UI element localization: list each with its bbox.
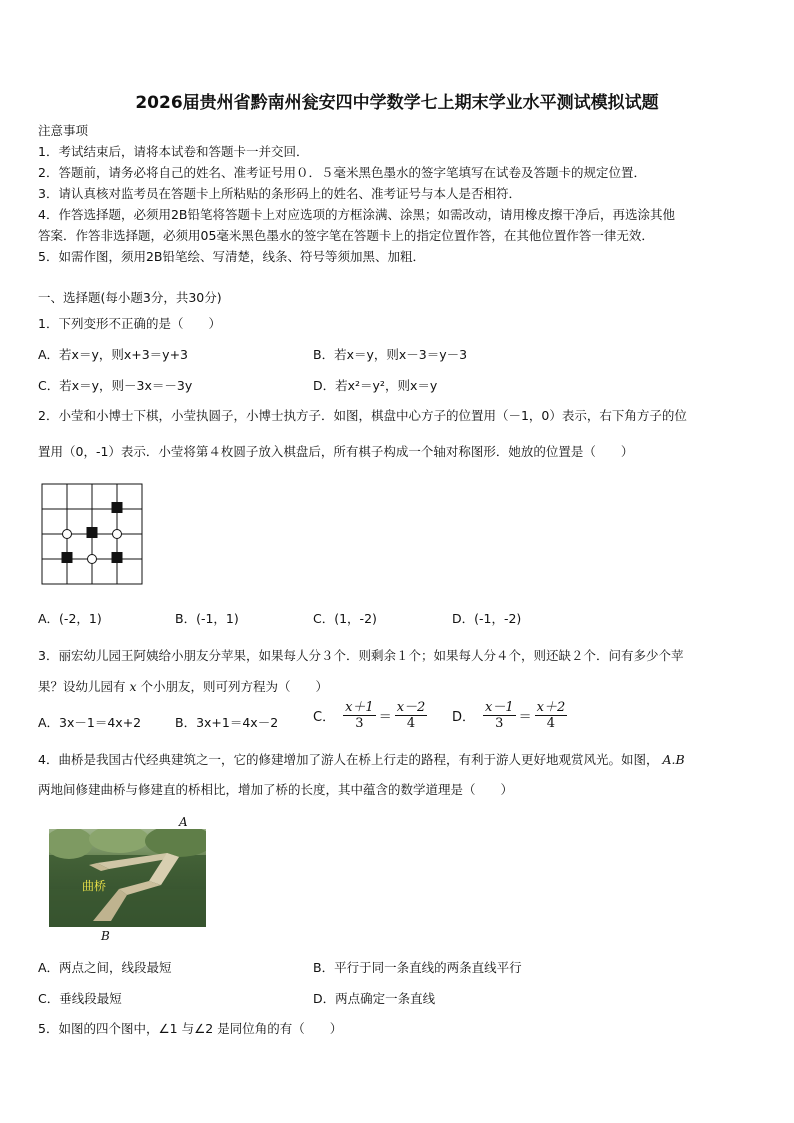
q5-stem: 5．如图的四个图中，∠1 与∠2 是同位角的有（ ） (38, 1021, 343, 1036)
q3-line-2 (38, 677, 328, 695)
q4-line-1 (38, 750, 685, 768)
q4-line-1-text: 4．曲桥是我国古代经典建筑之一，它的修建增加了游人在桥上行走的路程，有利于游人更好地观赏风光。如图， (38, 752, 659, 767)
notice-item-3: 3．请认真核对监考员在答题卡上所粘贴的条形码上的姓名、准考证号与本人是否相符． (38, 186, 521, 201)
numerator: x＋2 (536, 700, 566, 715)
q3-variable: x (129, 679, 137, 694)
q3-d-fraction-right (535, 700, 568, 731)
q2-option-d: D．(-1，-2) (452, 611, 522, 626)
q2-option-c: C．(1，-2) (313, 611, 377, 626)
notice-item-5: 5．如需作图，须用2B铅笔绘、写清楚，线条、符号等须加黑、加粗． (38, 249, 425, 264)
q2-line-2: 置用（0，-1）表示．小莹将第４枚圆子放入棋盘后，所有棋子构成一个轴对称图形．她放的位置是（ ） (38, 444, 634, 459)
denominator: 3 (355, 716, 364, 731)
denominator: 4 (406, 716, 416, 731)
square-piece-center (87, 527, 98, 538)
square-piece (62, 552, 73, 563)
numerator: x－2 (396, 700, 426, 715)
notice-item-4: 4．作答选择题，必须用2B铅笔将答题卡上对应选项的方框涂满、涂黑；如需改动，请用橡皮擦干净后，再选涂其他 (38, 207, 675, 222)
bridge-photo (49, 829, 206, 927)
round-piece (88, 555, 97, 564)
q4-points: A.B (662, 752, 685, 767)
label-point-b: B (101, 929, 110, 943)
q3-option-d (452, 700, 567, 731)
notice-item-1: 1．考试结束后，请将本试卷和答题卡一并交回． (38, 144, 309, 159)
square-piece-bottom-right (112, 552, 123, 563)
q3-option-d-label: D． (452, 710, 476, 725)
q3-option-b: B．3x+1＝4x－2 (175, 715, 279, 730)
equals-sign: ＝ (518, 710, 532, 725)
q3-option-c-label: C． (313, 710, 336, 725)
q4-option-b: B．平行于同一条直线的两条直线平行 (313, 960, 522, 975)
q3-option-c (313, 700, 427, 731)
q3-line-2-text: 果？设幼儿园有 (38, 679, 126, 694)
page-title: 2026届贵州省黔南州瓮安四中学数学七上期末学业水平测试模拟试题 (135, 93, 659, 113)
q1-option-d: D．若x²＝y²，则x＝y (313, 378, 438, 393)
q2-line-1: 2．小莹和小博士下棋，小莹执圆子，小博士执方子．如图，棋盘中心方子的位置用（－1，0）表示，右下角方子的位 (38, 408, 687, 423)
q1-stem: 1．下列变形不正确的是（ ） (38, 316, 221, 331)
q3-d-fraction-left (483, 700, 516, 731)
numerator: x＋1 (345, 700, 374, 715)
q2-option-a: A．(-2，1) (38, 611, 102, 626)
q3-c-fraction-left (343, 700, 376, 731)
notice-item-4-cont: 答案．作答非选择题，必须用05毫米黑色墨水的签字笔在答题卡上的指定位置作答，在其他位置作答一律无效． (38, 228, 654, 243)
notice-heading: 注意事项 (38, 123, 89, 138)
q4-line-2: 两地间修建曲桥与修建直的桥相比，增加了桥的长度，其中蕴含的数学道理是（ ） (38, 782, 514, 797)
q3-c-fraction-right (395, 700, 428, 731)
numerator: x－1 (485, 700, 514, 715)
bridge-label: 曲桥 (82, 879, 107, 893)
q4-option-c: C．垂线段最短 (38, 991, 122, 1006)
q1-option-a: A．若x＝y，则x+3＝y+3 (38, 347, 188, 362)
q3-line-1: 3．丽宏幼儿园王阿姨给小朋友分苹果，如果每人分３个．则剩余１个；如果每人分４个，则还缺２个．问有多少个苹 (38, 648, 684, 663)
label-point-a: A (179, 815, 188, 829)
q4-option-d: D．两点确定一条直线 (313, 991, 436, 1006)
q3-option-a: A．3x－1＝4x+2 (38, 715, 142, 730)
q4-option-a: A．两点之间，线段最短 (38, 960, 172, 975)
chessboard-figure (41, 483, 143, 585)
equals-sign: ＝ (378, 710, 392, 725)
round-piece (63, 530, 72, 539)
q1-option-c: C．若x＝y，则－3x＝－3y (38, 378, 193, 393)
q1-option-b: B．若x＝y，则x－3＝y－3 (313, 347, 468, 362)
round-piece (113, 530, 122, 539)
q2-option-b: B．(-1，1) (175, 611, 239, 626)
denominator: 3 (495, 716, 504, 731)
section-heading: 一、选择题(每小题3分，共30分) (38, 290, 222, 305)
notice-item-2: 2．答题前，请务必将自己的姓名、准考证号用０．５毫米黑色墨水的签字笔填写在试卷及答题卡的规定位置． (38, 165, 646, 180)
denominator: 4 (546, 716, 556, 731)
square-piece (112, 502, 123, 513)
q3-line-2-text-end: 个小朋友，则可列方程为（ ） (140, 679, 329, 694)
